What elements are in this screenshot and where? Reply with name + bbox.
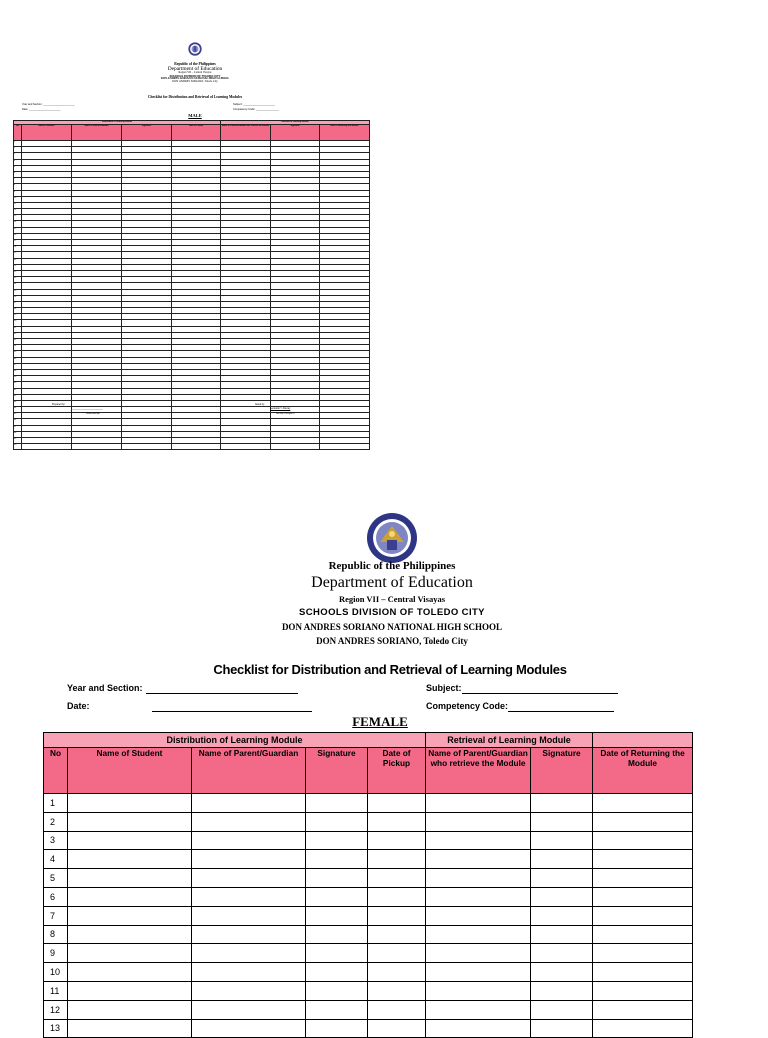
blank-cell[interactable]	[68, 944, 192, 963]
blank-cell[interactable]	[531, 831, 593, 850]
thumb-row-number: 12	[14, 209, 22, 215]
thumb-row-number: 34	[14, 345, 22, 351]
table-row	[44, 1019, 693, 1038]
thumb-row-number: 42	[14, 394, 22, 400]
thumb-row-number: 18	[14, 246, 22, 252]
blank-cell[interactable]	[593, 831, 693, 850]
thumb-row-number: 17	[14, 240, 22, 246]
thumb-row-number: 39	[14, 376, 22, 382]
blank-cell[interactable]	[593, 906, 693, 925]
thumb-row-number: 37	[14, 363, 22, 369]
blank-cell[interactable]	[192, 1000, 306, 1019]
thumb-row-number: 48	[14, 431, 22, 437]
blank-cell[interactable]	[593, 869, 693, 888]
thumb-subject: Subject: ______________________	[233, 103, 275, 106]
blank-cell[interactable]	[368, 1000, 426, 1019]
blank-cell[interactable]	[192, 925, 306, 944]
thumb-row-number: 6	[14, 171, 22, 177]
blank-cell[interactable]	[192, 887, 306, 906]
thumb-row-number: 20	[14, 258, 22, 264]
thumb-row-number: 24	[14, 283, 22, 289]
table-row	[44, 963, 693, 982]
blank-cell[interactable]	[368, 869, 426, 888]
thumb-col-student: Name of Student	[22, 125, 72, 141]
col-date-pickup: Date of Pickup	[368, 748, 426, 794]
blank-cell[interactable]	[192, 812, 306, 831]
blank-cell[interactable]	[426, 812, 531, 831]
thumb-adviser: Class Adviser	[86, 413, 100, 415]
thumb-col-pickup: Date of Pickup	[172, 125, 221, 141]
blank-cell[interactable]	[593, 925, 693, 944]
school-line: DON ANDRES SORIANO NATIONAL HIGH SCHOOL	[281, 622, 503, 632]
thumb-blank-cell[interactable]	[320, 444, 370, 450]
table-row	[44, 925, 693, 944]
blank-cell[interactable]	[368, 850, 426, 869]
row-number: 3	[44, 831, 68, 850]
blank-cell[interactable]	[192, 944, 306, 963]
blank-cell[interactable]	[593, 944, 693, 963]
deped-seal-icon	[366, 512, 418, 564]
group-distribution-header: Distribution of Learning Module	[44, 733, 426, 748]
blank-cell[interactable]	[368, 794, 426, 813]
thumb-group-retrieval: Retrieval of Learning Module	[221, 121, 370, 125]
blank-cell[interactable]	[306, 850, 368, 869]
row-number: 1	[44, 794, 68, 813]
row-number: 12	[44, 1000, 68, 1019]
blank-cell[interactable]	[426, 963, 531, 982]
blank-cell[interactable]	[531, 963, 593, 982]
blank-cell[interactable]	[68, 812, 192, 831]
year-section-line[interactable]	[146, 693, 298, 694]
row-number: 13	[44, 1019, 68, 1038]
thumb-col-no: No	[14, 125, 22, 141]
thumb-row-number: 7	[14, 178, 22, 184]
row-number: 9	[44, 944, 68, 963]
table-row	[44, 887, 693, 906]
thumb-row-number: 22	[14, 270, 22, 276]
blank-cell[interactable]	[306, 944, 368, 963]
division-line: SCHOOLS DIVISION OF TOLEDO CITY	[299, 607, 485, 618]
thumb-row-number: 29	[14, 314, 22, 320]
thumb-row-number: 5	[14, 165, 22, 171]
blank-cell[interactable]	[593, 887, 693, 906]
thumb-row-number: 21	[14, 264, 22, 270]
blank-cell[interactable]	[426, 794, 531, 813]
blank-cell[interactable]	[368, 944, 426, 963]
competency-line[interactable]	[508, 711, 614, 712]
section-label: FEMALE	[352, 714, 408, 729]
blank-cell[interactable]	[192, 1019, 306, 1038]
thumb-col-returning: Date of Returning the Module	[320, 125, 370, 141]
thumb-row-number: 40	[14, 382, 22, 388]
blank-cell[interactable]	[368, 963, 426, 982]
table-row	[44, 794, 693, 813]
blank-cell[interactable]	[531, 1000, 593, 1019]
thumb-blank-cell[interactable]	[122, 444, 172, 450]
thumb-row-number: 28	[14, 308, 22, 314]
blank-cell[interactable]	[593, 963, 693, 982]
thumb-blank-cell[interactable]	[271, 444, 320, 450]
blank-cell[interactable]	[531, 812, 593, 831]
blank-cell[interactable]	[426, 831, 531, 850]
thumb-col-parent: Name of Parent/Guardian	[72, 125, 122, 141]
thumb-row-number: 35	[14, 351, 22, 357]
blank-cell[interactable]	[192, 794, 306, 813]
thumb-noted-by: Noted by:	[255, 404, 265, 406]
thumb-row-number: 26	[14, 295, 22, 301]
region-line: Region VII – Central Visayas	[338, 594, 446, 604]
thumb-row-number: 46	[14, 419, 22, 425]
blank-cell[interactable]	[68, 850, 192, 869]
row-number: 10	[44, 963, 68, 982]
thumb-adviser-line: ________________________	[72, 408, 103, 410]
blank-cell[interactable]	[306, 887, 368, 906]
thumb-republic: Republic of the Philippines	[174, 61, 216, 66]
thumb-department: Department of Education	[167, 65, 223, 72]
blank-cell[interactable]	[426, 925, 531, 944]
blank-cell[interactable]	[593, 794, 693, 813]
blank-cell[interactable]	[306, 981, 368, 1000]
blank-cell[interactable]	[426, 1019, 531, 1038]
col-signature: Signature	[306, 748, 368, 794]
blank-cell[interactable]	[368, 906, 426, 925]
blank-cell[interactable]	[68, 794, 192, 813]
blank-cell[interactable]	[306, 906, 368, 925]
blank-cell[interactable]	[368, 925, 426, 944]
group-retrieval-header: Retrieval of Learning Module	[426, 733, 593, 748]
blank-cell[interactable]	[192, 981, 306, 1000]
blank-cell[interactable]	[368, 981, 426, 1000]
competency-label: Competency Code:	[426, 701, 509, 711]
thumb-row-number: 4	[14, 159, 22, 165]
table-row	[44, 944, 693, 963]
blank-cell[interactable]	[426, 906, 531, 925]
blank-cell[interactable]	[426, 981, 531, 1000]
blank-cell[interactable]	[306, 963, 368, 982]
thumb-checklist-table	[13, 120, 370, 450]
table-row	[44, 981, 693, 1000]
thumb-row-number: 23	[14, 277, 22, 283]
blank-cell[interactable]	[306, 1000, 368, 1019]
blank-cell[interactable]	[368, 1019, 426, 1038]
subject-line[interactable]	[462, 693, 618, 694]
thumb-row-number: 33	[14, 339, 22, 345]
blank-cell[interactable]	[192, 850, 306, 869]
col-parent-name: Name of Parent/Guardian	[192, 748, 306, 794]
col-retriever-name: Name of Parent/Guardian who retrieve the Module	[426, 748, 531, 794]
thumb-division: SCHOOLS DIVISION OF TOLEDO CITY	[169, 74, 221, 79]
thumb-row-number: 13	[14, 215, 22, 221]
blank-cell[interactable]	[192, 906, 306, 925]
thumb-date: Date: ______________________	[22, 108, 61, 111]
thumb-col-signature: Signature	[122, 125, 172, 141]
page-thumbnail	[0, 0, 768, 447]
blank-cell[interactable]	[426, 850, 531, 869]
thumb-row-number: 49	[14, 438, 22, 444]
thumb-row-number: 9	[14, 190, 22, 196]
thumb-row-number: 19	[14, 252, 22, 258]
thumb-row-number: 1	[14, 141, 22, 147]
date-label: Date:	[67, 701, 90, 711]
table-row	[44, 812, 693, 831]
thumb-row-number: 45	[14, 413, 22, 419]
blank-cell[interactable]	[426, 944, 531, 963]
row-number: 2	[44, 812, 68, 831]
thumb-col-retriever: Name of Parent/Guardian who retrieve the Module	[221, 125, 271, 141]
department-line: Department of Education	[311, 574, 473, 591]
col-no: No	[44, 748, 68, 794]
thumb-blank-cell[interactable]	[221, 444, 271, 450]
row-number: 11	[44, 981, 68, 1000]
blank-cell[interactable]	[306, 1019, 368, 1038]
blank-cell[interactable]	[593, 1019, 693, 1038]
blank-cell[interactable]	[68, 887, 192, 906]
thumb-row-number: 30	[14, 320, 22, 326]
thumb-blank-cell[interactable]	[172, 444, 221, 450]
blank-cell[interactable]	[593, 812, 693, 831]
thumb-row-number: 31	[14, 326, 22, 332]
page-main	[0, 500, 768, 1034]
blank-cell[interactable]	[531, 1019, 593, 1038]
blank-cell[interactable]	[426, 869, 531, 888]
blank-cell[interactable]	[368, 812, 426, 831]
thumb-row-number: 3	[14, 153, 22, 159]
blank-cell[interactable]	[68, 869, 192, 888]
republic-line: Republic of the Philippines	[328, 560, 456, 572]
thumb-row-number: 2	[14, 147, 22, 153]
thumb-row-number: 38	[14, 369, 22, 375]
blank-cell[interactable]	[68, 925, 192, 944]
thumb-principal-title: School Principal II	[276, 413, 295, 415]
table-row	[44, 831, 693, 850]
thumb-blank-cell[interactable]	[22, 444, 72, 450]
thumb-blank-cell[interactable]	[72, 444, 122, 450]
thumb-principal-name: Leonardo Y. Abucay	[270, 408, 291, 410]
blank-cell[interactable]	[68, 906, 192, 925]
group-empty-header	[593, 733, 693, 748]
thumb-col-signature2: Signature	[271, 125, 320, 141]
col-student-name: Name of Student	[68, 748, 192, 794]
blank-cell[interactable]	[593, 850, 693, 869]
thumb-table-row	[14, 444, 370, 450]
blank-cell[interactable]	[531, 906, 593, 925]
thumb-school: DON ANDRES SORIANO NATIONAL HIGH SCHOOL	[160, 77, 230, 81]
date-line[interactable]	[152, 711, 312, 712]
thumb-prepared-by: Prepared by:	[52, 404, 66, 406]
blank-cell[interactable]	[531, 981, 593, 1000]
thumb-group-distribution: Distribution of Learning Module	[14, 121, 221, 125]
blank-cell[interactable]	[68, 1019, 192, 1038]
table-row	[44, 1000, 693, 1019]
blank-cell[interactable]	[192, 963, 306, 982]
blank-cell[interactable]	[593, 981, 693, 1000]
blank-cell[interactable]	[426, 1000, 531, 1019]
blank-cell[interactable]	[68, 981, 192, 1000]
blank-cell[interactable]	[306, 925, 368, 944]
blank-cell[interactable]	[531, 925, 593, 944]
blank-cell[interactable]	[426, 887, 531, 906]
thumb-address: DON ANDRES SORIANO, Toledo City	[172, 80, 218, 83]
thumb-competency: Competency Code: ________________	[233, 108, 280, 111]
thumb-row-number: 14	[14, 221, 22, 227]
thumb-row-number: 41	[14, 388, 22, 394]
blank-cell[interactable]	[306, 869, 368, 888]
row-number: 8	[44, 925, 68, 944]
blank-cell[interactable]	[68, 831, 192, 850]
thumb-row-number: 50	[14, 444, 22, 450]
subject-label: Subject:	[426, 683, 462, 693]
checklist-table	[43, 732, 693, 1038]
blank-cell[interactable]	[531, 944, 593, 963]
thumb-row-number: 27	[14, 301, 22, 307]
row-number: 7	[44, 906, 68, 925]
blank-cell[interactable]	[306, 812, 368, 831]
document-title: Checklist for Distribution and Retrieval of Learning Modules	[213, 662, 567, 677]
table-row	[44, 906, 693, 925]
thumb-header	[120, 42, 270, 84]
row-number: 6	[44, 887, 68, 906]
thumb-row-number: 8	[14, 184, 22, 190]
thumb-row-number: 43	[14, 400, 22, 406]
blank-cell[interactable]	[531, 794, 593, 813]
thumb-row-number: 25	[14, 289, 22, 295]
blank-cell[interactable]	[368, 887, 426, 906]
blank-cell[interactable]	[68, 963, 192, 982]
blank-cell[interactable]	[531, 869, 593, 888]
blank-cell[interactable]	[531, 887, 593, 906]
thumb-year-section: Year and Section: ______________________	[22, 103, 75, 106]
thumb-row-number: 15	[14, 227, 22, 233]
thumb-row-number: 36	[14, 357, 22, 363]
thumb-row-number: 16	[14, 233, 22, 239]
col-signature-retrieval: Signature	[531, 748, 593, 794]
blank-cell[interactable]	[192, 869, 306, 888]
row-number: 4	[44, 850, 68, 869]
col-date-returning: Date of Returning the Module	[593, 748, 693, 794]
blank-cell[interactable]	[531, 850, 593, 869]
year-section-label: Year and Section:	[67, 683, 143, 693]
row-number: 5	[44, 869, 68, 888]
blank-cell[interactable]	[593, 1000, 693, 1019]
thumb-row-number: 44	[14, 407, 22, 413]
address-line: DON ANDRES SORIANO, Toledo City	[316, 636, 468, 646]
thumb-title: Checklist for Distribution and Retrieval of Learning Modules	[147, 95, 243, 99]
thumb-section-label: MALE	[188, 113, 202, 118]
thumb-row-number: 47	[14, 425, 22, 431]
table-row	[44, 850, 693, 869]
blank-cell[interactable]	[68, 1000, 192, 1019]
blank-cell[interactable]	[192, 831, 306, 850]
table-row	[44, 869, 693, 888]
blank-cell[interactable]	[368, 831, 426, 850]
deped-seal-icon	[188, 42, 202, 56]
thumb-row-number: 10	[14, 196, 22, 202]
thumb-row-number: 32	[14, 332, 22, 338]
document-header	[220, 559, 564, 648]
thumb-row-number: 11	[14, 202, 22, 208]
blank-cell[interactable]	[306, 831, 368, 850]
thumb-region: Region VII – Central Visayas	[178, 71, 212, 75]
blank-cell[interactable]	[306, 794, 368, 813]
